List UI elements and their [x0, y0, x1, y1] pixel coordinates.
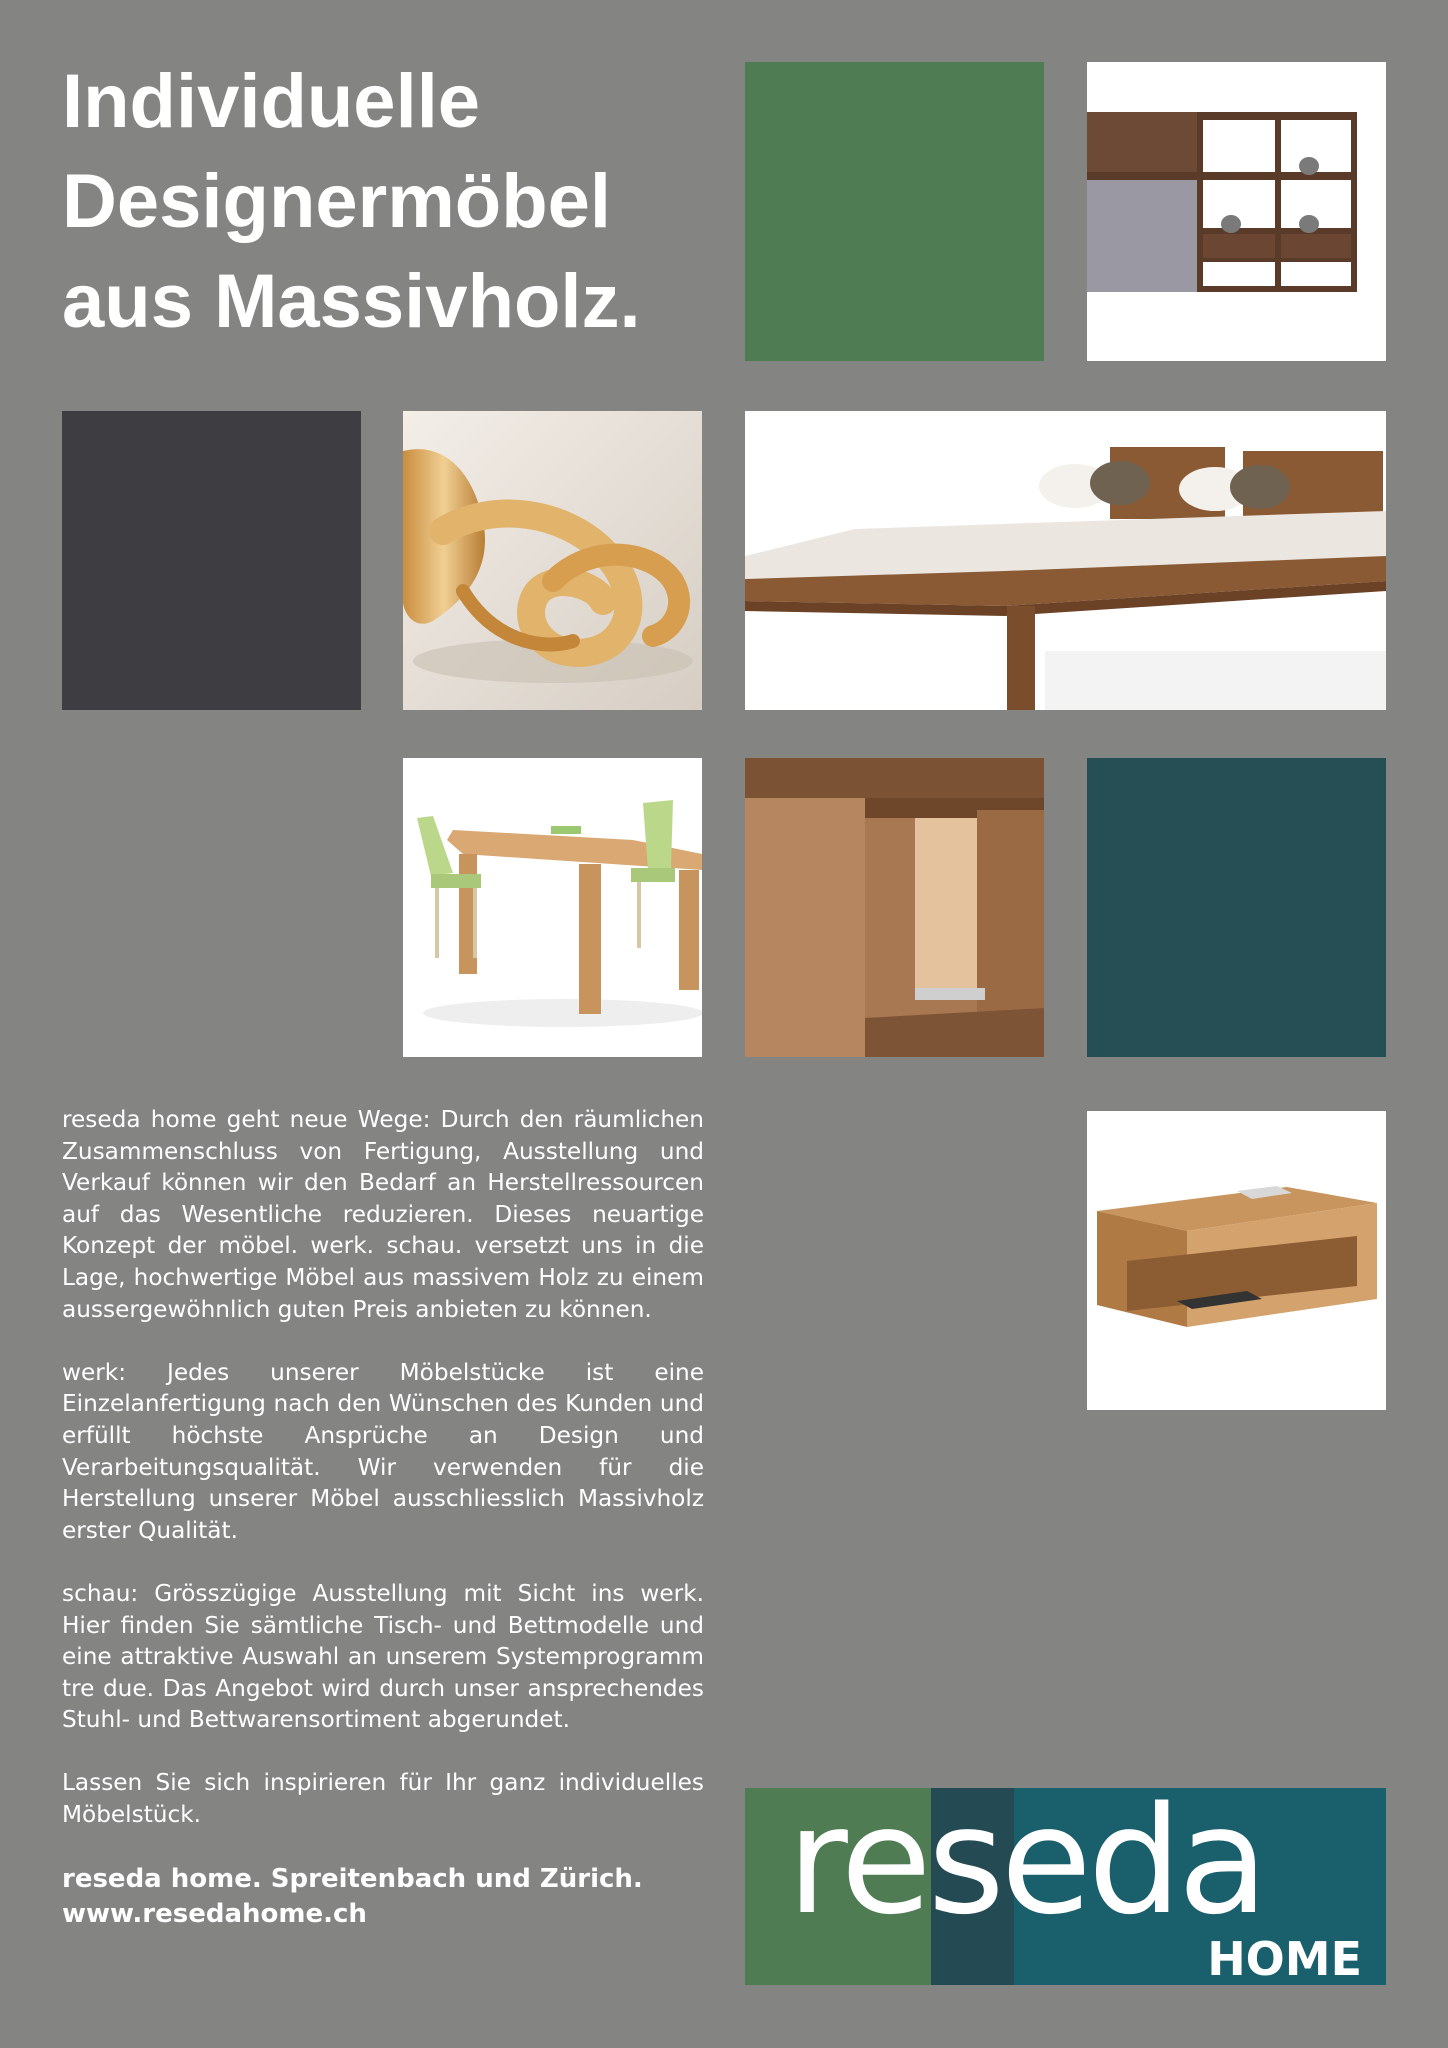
closing-block [62, 1862, 704, 1932]
drawer-detail-photo [745, 758, 1044, 1057]
body-copy [62, 1104, 704, 1932]
closing-locations: reseda home. Spreitenbach und Zürich. [62, 1864, 643, 1895]
dining-table-photo [403, 758, 702, 1057]
paragraph-intro: reseda home geht neue Wege: Durch den räumlichen Zusammenschluss von Fertigung, Ausstellung und Verkauf können wir den Bedarf an Herstellressourcen auf das Wesentliche reduzieren. Dieses neuartige Konzept der möbel. werk. schau. versetzt uns in die Lage, hochwertige Möbel aus massivem Holz zu einem aussergewöhnlich guten Preis anbieten zu können. [62, 1106, 704, 1323]
logo-subtitle: HOME [1207, 1932, 1362, 1985]
shelf-photo [1087, 62, 1386, 361]
headline-line-3: aus Massivholz. [62, 259, 641, 344]
paragraph-inspiration: Lassen Sie sich inspirieren für Ihr ganz individuelles Möbelstück. [62, 1769, 704, 1829]
website-link[interactable]: www.resedahome.ch [62, 1899, 367, 1930]
headline-line-1: Individuelle [62, 59, 481, 144]
page-headline [62, 52, 742, 352]
wood-shavings-photo [403, 411, 702, 710]
green-color-tile [745, 62, 1044, 361]
paragraph-schau: schau: Grösszügige Ausstellung mit Sicht ins werk. Hier finden Sie sämtliche Tisch- und Bettmodelle und eine attraktive Auswahl an unserem Systemprogramm tre due. Das Angebot wird durch unser ansprechendes Stuhl- und Bettwarensortiment abgerundet. [62, 1579, 704, 1734]
charcoal-color-tile [62, 411, 361, 710]
headline-line-2: Designermöbel [62, 159, 612, 244]
reseda-home-logo [745, 1788, 1386, 1985]
coffee-table-photo [1087, 1111, 1386, 1410]
bed-photo [745, 411, 1386, 710]
paragraph-werk: werk: Jedes unserer Möbelstücke ist eine Einzelanfertigung nach den Wünschen des Kunden und erfüllt höchste Ansprüche an Design und Verarbeitungsqualität. Wir verwenden für die Herstellung unserer Möbel ausschliesslich Massivholz erster Qualität. [62, 1358, 704, 1544]
logo-wordmark: reseda [787, 1788, 1265, 1947]
teal-color-tile [1087, 758, 1386, 1057]
